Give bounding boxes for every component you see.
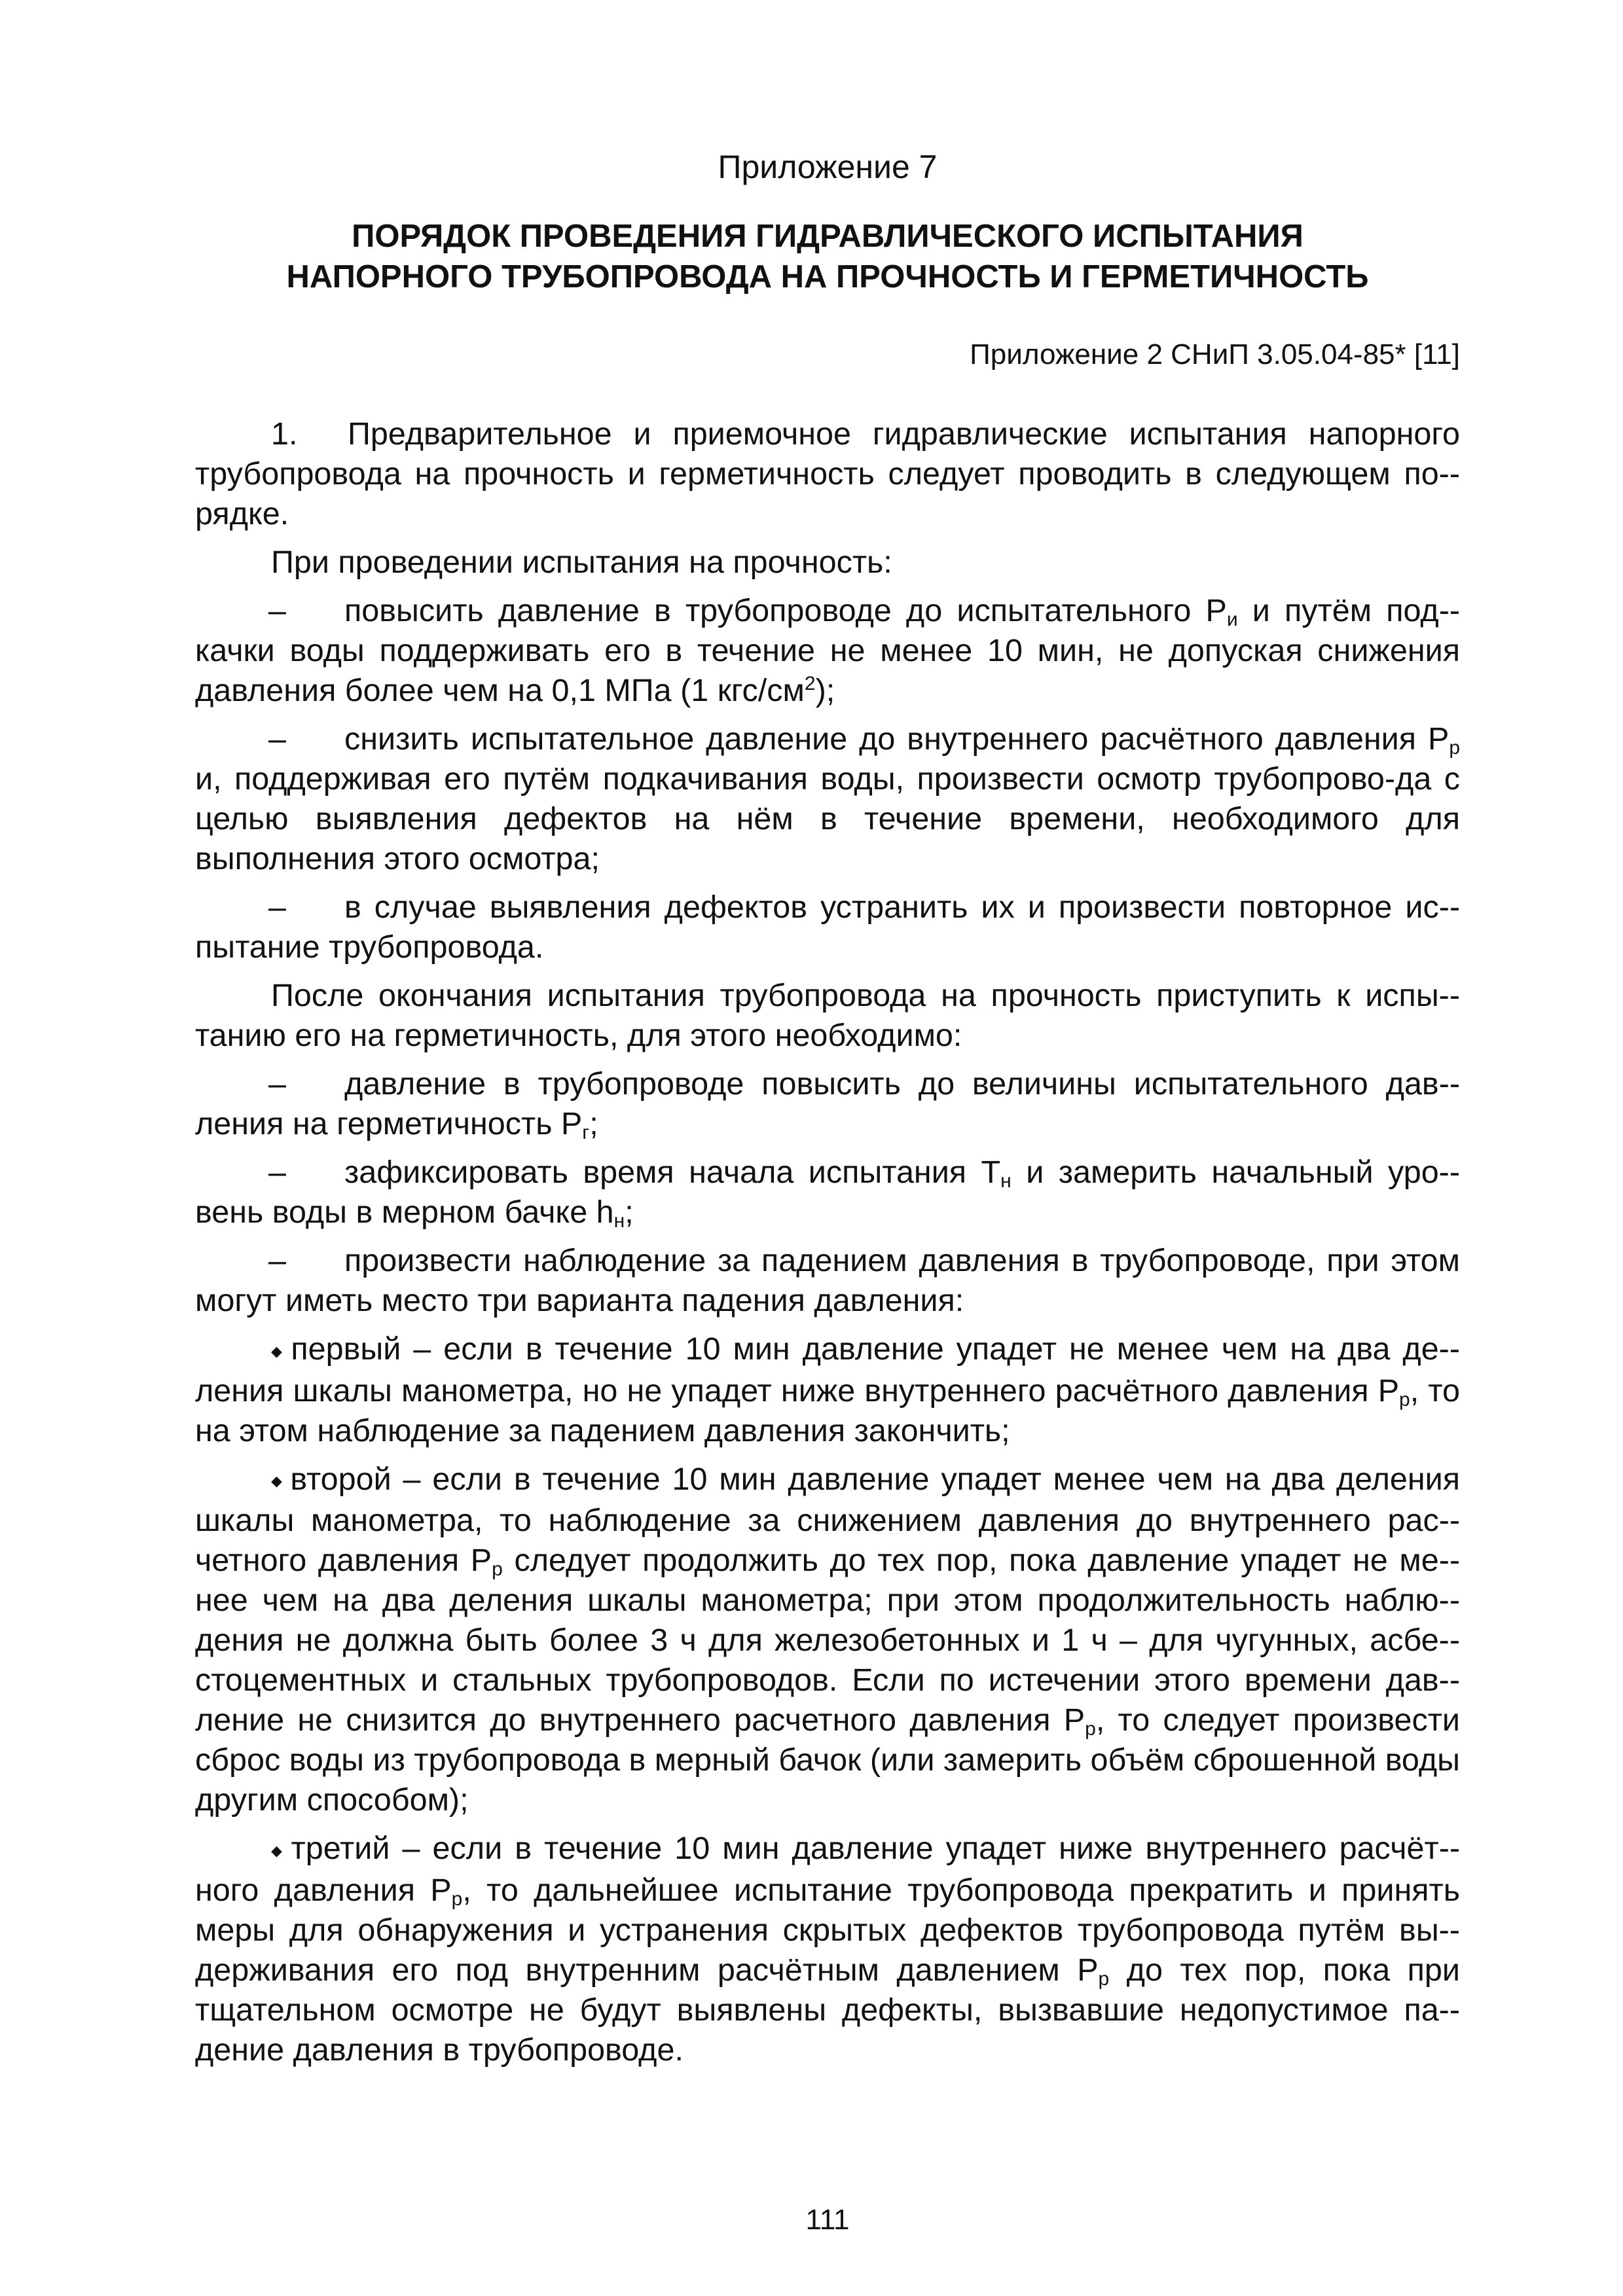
tightness-step-1: – давление в трубопроводе повысить до величины испытательного дав-ления на герметичность $Р_г$; [195,1064,1460,1144]
paragraph-item-1 [195,414,1460,534]
dash-marker: – [268,593,286,628]
dash-marker: – [268,1155,286,1190]
variant-second: ◆ второй – если в течение 10 мин давление упадет менее чем на два деления шкалы манометра, то наблюдение за снижением давления до внутреннего рас-четного давления $Р_р$ следует продолжить до тех пор, пока давление упадет не ме-нее чем на два деления шкалы манометра; при этом продолжительность наблю-дения не должна быть более 3 ч для железобетонных и 1 ч – для чугунных, асбе-стоцементных и стальных трубопроводов. Если по истечении этого времени дав-ление не снизится до внутреннего расчетного давления $Р_р$, то следует произвести сброс воды из трубопровода в мерный бачок (или замерить объём сброшенной воды другим способом); [195,1461,1461,1818]
title-line-1: ПОРЯДОК ПРОВЕДЕНИЯ ГИДРАВЛИЧЕСКОГО ИСПЫТАНИЯ [352,219,1304,254]
variant-first: ◆ первый – если в течение 10 мин давление упадет не менее чем на два де-ления шкалы манометра, но не упадет ниже внутреннего расчётного давления $Р_р$, то на этом наблюдение за падением давления закончить; [195,1331,1460,1448]
item-number: 1. [271,416,298,452]
tightness-step-3: – произвести наблюдение за падением давления в трубопроводе, при этом могут иметь место три варианта падения давления: [195,1241,1460,1321]
document-body [195,414,1460,2079]
page-number: 111 [805,2204,850,2236]
diamond-bullet-icon: ◆ [271,1473,285,1490]
paragraph-tightness-intro: После окончания испытания трубопровода на прочность приступить к испы-танию его на герметичность, для этого необходимо: [195,978,1460,1053]
diamond-bullet-icon: ◆ [271,1342,286,1359]
dash-marker: – [268,889,286,925]
variant-third: ◆ третий – если в течение 10 мин давление упадет ниже внутреннего расчёт-ного давления $Р_р$, то дальнейшее испытание трубопровода прекратить и принять меры для обнаружения и устранения скрытых дефектов трубопровода путём вы-держивания его под внутренним расчётным давлением $Р_р$ до тех пор, пока при тщательном осмотре не будут выявлены дефекты, вызвавшие недопустимое па-дение давления в трубопроводе. [195,1831,1461,2068]
document-title [195,216,1460,297]
diamond-bullet-icon: ◆ [271,1842,286,1859]
dash-marker: – [268,1243,286,1278]
appendix-label: Приложение 7 [718,149,938,185]
dash-marker: – [268,721,286,757]
tightness-step-2: – зафиксировать время начала испытания $Т_н$ и замерить начальный уро-вень воды в мерном бачке $h_н$; [195,1153,1460,1232]
title-line-2: НАПОРНОГО ТРУБОПРОВОДА НА ПРОЧНОСТЬ И ГЕРМЕТИЧНОСТЬ [286,259,1369,295]
item-1-text: Предварительное и приемочное гидравлические испытания напорного трубопровода на прочность и герметичность следует проводить в следующем по-рядке. [195,416,1460,531]
paragraph-strength-intro: При проведении испытания на прочность: [271,545,892,580]
strength-step-1: – повысить давление в трубопроводе до испытательного $Р_и$ и путём под-качки воды поддерживать его в течение не менее 10 мин, не допуская снижения давления более чем на 0,1 МПа (1 кгс/$см^2$); [195,591,1460,711]
strength-step-2: – снизить испытательное давление до внутреннего расчётного давления $Р_р$ и, поддерживая его путём подкачивания воды, произвести осмотр трубопрово-да с целью выявления дефектов на нём в течение времени, необходимого для выполнения этого осмотра; [195,719,1460,879]
strength-step-3: – в случае выявления дефектов устранить их и произвести повторное ис-пытание трубопровода. [195,888,1460,967]
dash-marker: – [268,1066,286,1102]
source-reference: Приложение 2 СНиП 3.05.04-85* [11] [970,338,1460,370]
